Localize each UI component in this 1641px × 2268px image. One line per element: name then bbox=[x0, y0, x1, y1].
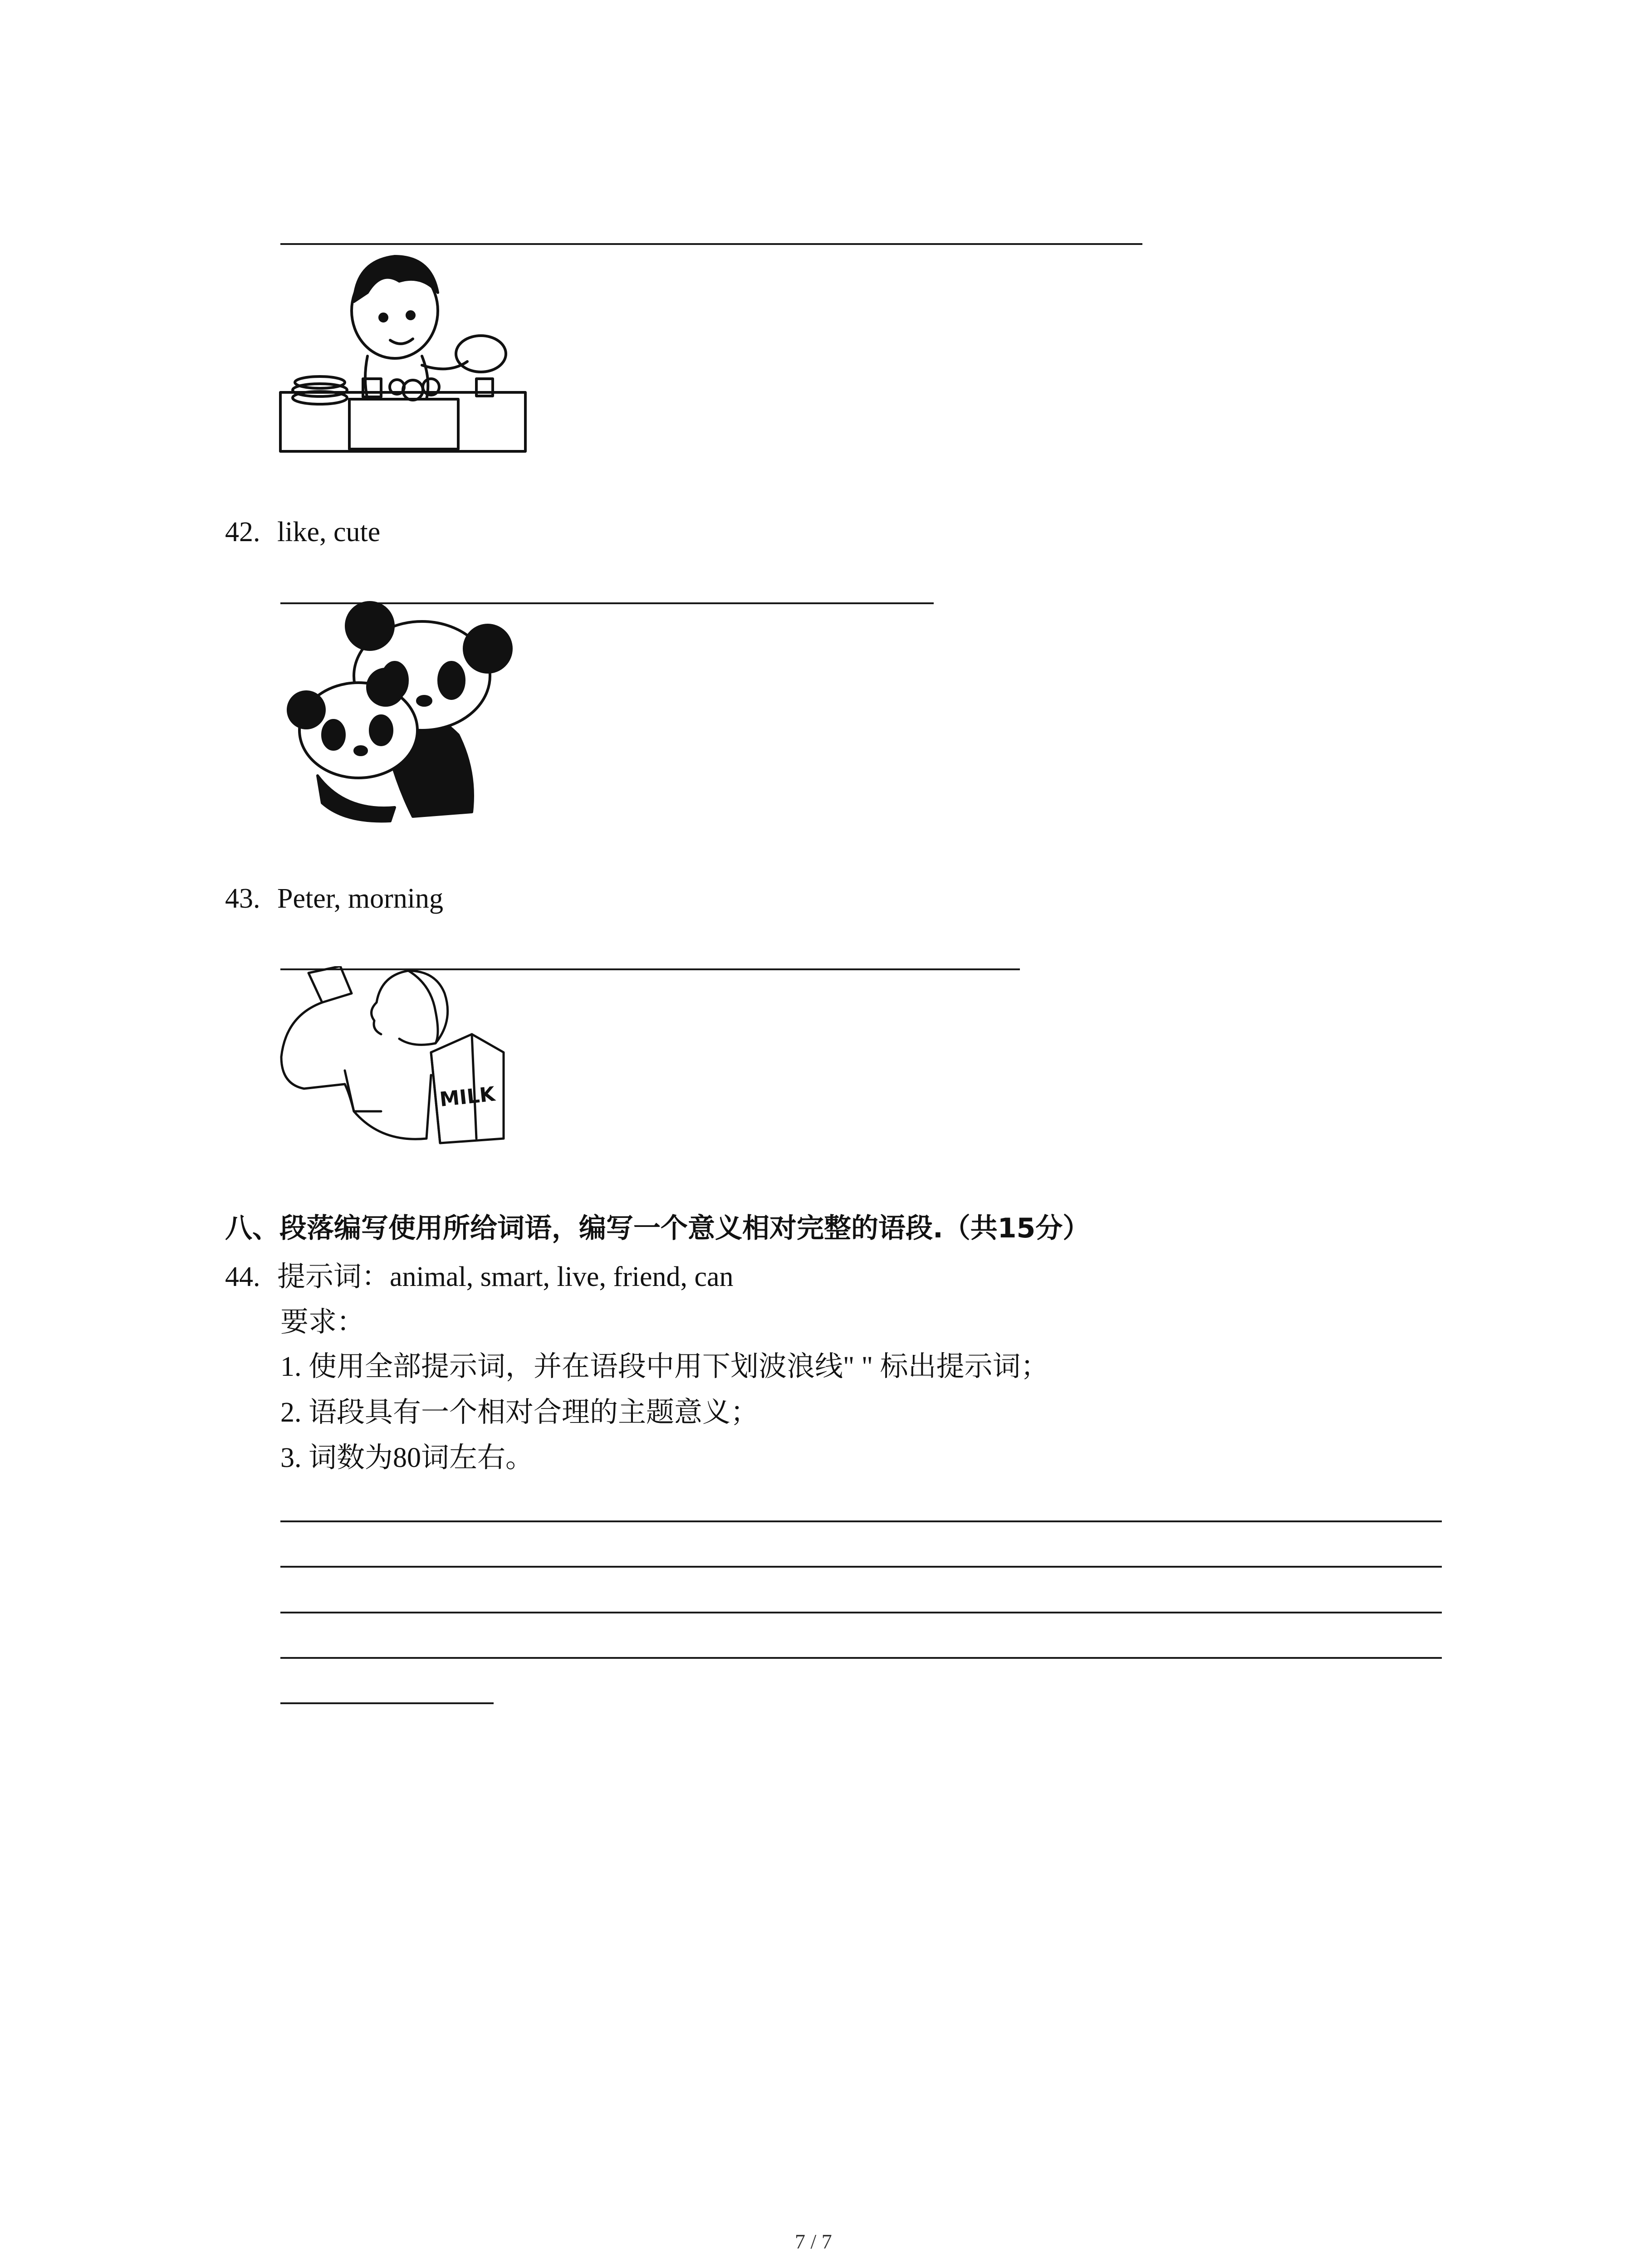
pandas-image bbox=[277, 599, 535, 826]
boy-washing-dishes-image bbox=[277, 243, 531, 456]
requirements-title: 要求： bbox=[280, 1307, 365, 1338]
question-prompt: like, cute bbox=[277, 517, 381, 547]
question-42 bbox=[225, 518, 380, 546]
writing-line-4[interactable] bbox=[280, 1657, 1442, 1659]
writing-line-2[interactable] bbox=[280, 1566, 1442, 1568]
milk-image bbox=[277, 966, 513, 1148]
writing-line-1[interactable] bbox=[280, 1520, 1442, 1522]
writing-line-3[interactable] bbox=[280, 1612, 1442, 1613]
question-prompt: Peter, morning bbox=[277, 883, 444, 914]
writing-line-5[interactable] bbox=[280, 1702, 494, 1704]
question-number: 43. bbox=[225, 883, 260, 914]
milk-label: MILK bbox=[438, 1082, 496, 1112]
question-43 bbox=[225, 885, 443, 913]
requirement-2: 2. 语段具有一个相对合理的主题意义； bbox=[280, 1397, 759, 1428]
section-8-heading: 八、段落编写使用所给词语，编写一个意义相对完整的语段.（共15分） bbox=[225, 1212, 1090, 1244]
page-number: 7 / 7 bbox=[795, 2230, 832, 2253]
requirement-1: 1. 使用全部提示词，并在语段中用下划波浪线" " 标出提示词； bbox=[280, 1351, 1049, 1382]
milk-drawing bbox=[277, 966, 513, 1148]
hint-words: animal, smart, live, friend, can bbox=[390, 1261, 734, 1292]
question-44 bbox=[225, 1263, 734, 1291]
boy-washing-dishes-drawing bbox=[277, 243, 531, 456]
question-number: 42. bbox=[225, 517, 260, 547]
hint-label: 提示词： bbox=[277, 1261, 390, 1292]
question-number: 44. bbox=[225, 1261, 260, 1292]
requirement-3: 3. 词数为80词左右。 bbox=[280, 1442, 534, 1473]
pandas-drawing bbox=[277, 599, 535, 826]
